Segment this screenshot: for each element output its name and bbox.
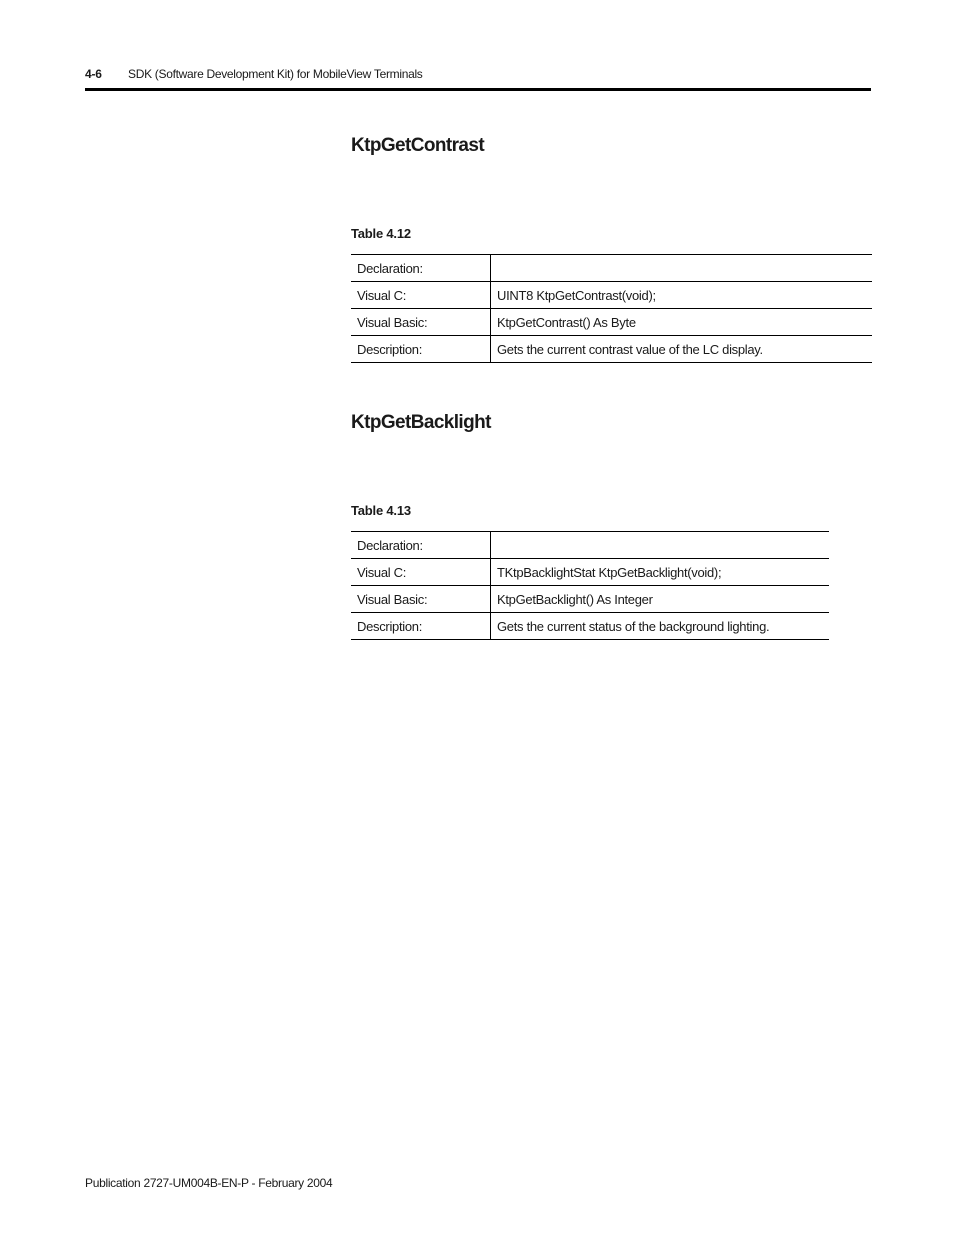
table-row (351, 532, 829, 559)
row-value: UINT8 KtpGetContrast(void); (491, 282, 873, 309)
table-row (351, 613, 829, 640)
section-heading-ktpgetbacklight: KtpGetBacklight (351, 412, 491, 433)
row-value (491, 532, 830, 559)
row-value: Gets the current status of the background lighting. (491, 613, 830, 640)
table-caption-4-13: Table 4.13 (351, 503, 411, 518)
row-value: Gets the current contrast value of the LC display. (491, 336, 873, 363)
table-row (351, 586, 829, 613)
page-header (85, 66, 871, 88)
row-label: Visual Basic: (351, 309, 491, 336)
api-table-ktpgetbacklight (351, 531, 829, 640)
table-row (351, 309, 872, 336)
publication-footer: Publication 2727-UM004B-EN-P - February 2004 (85, 1176, 333, 1190)
table-row (351, 282, 872, 309)
running-title: SDK (Software Development Kit) for MobileView Terminals (128, 67, 423, 81)
page-number: 4-6 (85, 67, 102, 81)
table-row (351, 559, 829, 586)
table-caption-4-12: Table 4.12 (351, 226, 411, 241)
row-label: Declaration: (351, 255, 491, 282)
row-label: Description: (351, 336, 491, 363)
table-row (351, 255, 872, 282)
api-table-ktpgetcontrast (351, 254, 872, 363)
row-label: Visual C: (351, 282, 491, 309)
row-label: Description: (351, 613, 491, 640)
row-label: Visual Basic: (351, 586, 491, 613)
row-label: Declaration: (351, 532, 491, 559)
row-value: TKtpBacklightStat KtpGetBacklight(void); (491, 559, 830, 586)
row-label: Visual C: (351, 559, 491, 586)
table-row (351, 336, 872, 363)
row-value (491, 255, 873, 282)
header-rule (85, 88, 871, 91)
row-value: KtpGetBacklight() As Integer (491, 586, 830, 613)
section-heading-ktpgetcontrast: KtpGetContrast (351, 135, 485, 156)
row-value: KtpGetContrast() As Byte (491, 309, 873, 336)
